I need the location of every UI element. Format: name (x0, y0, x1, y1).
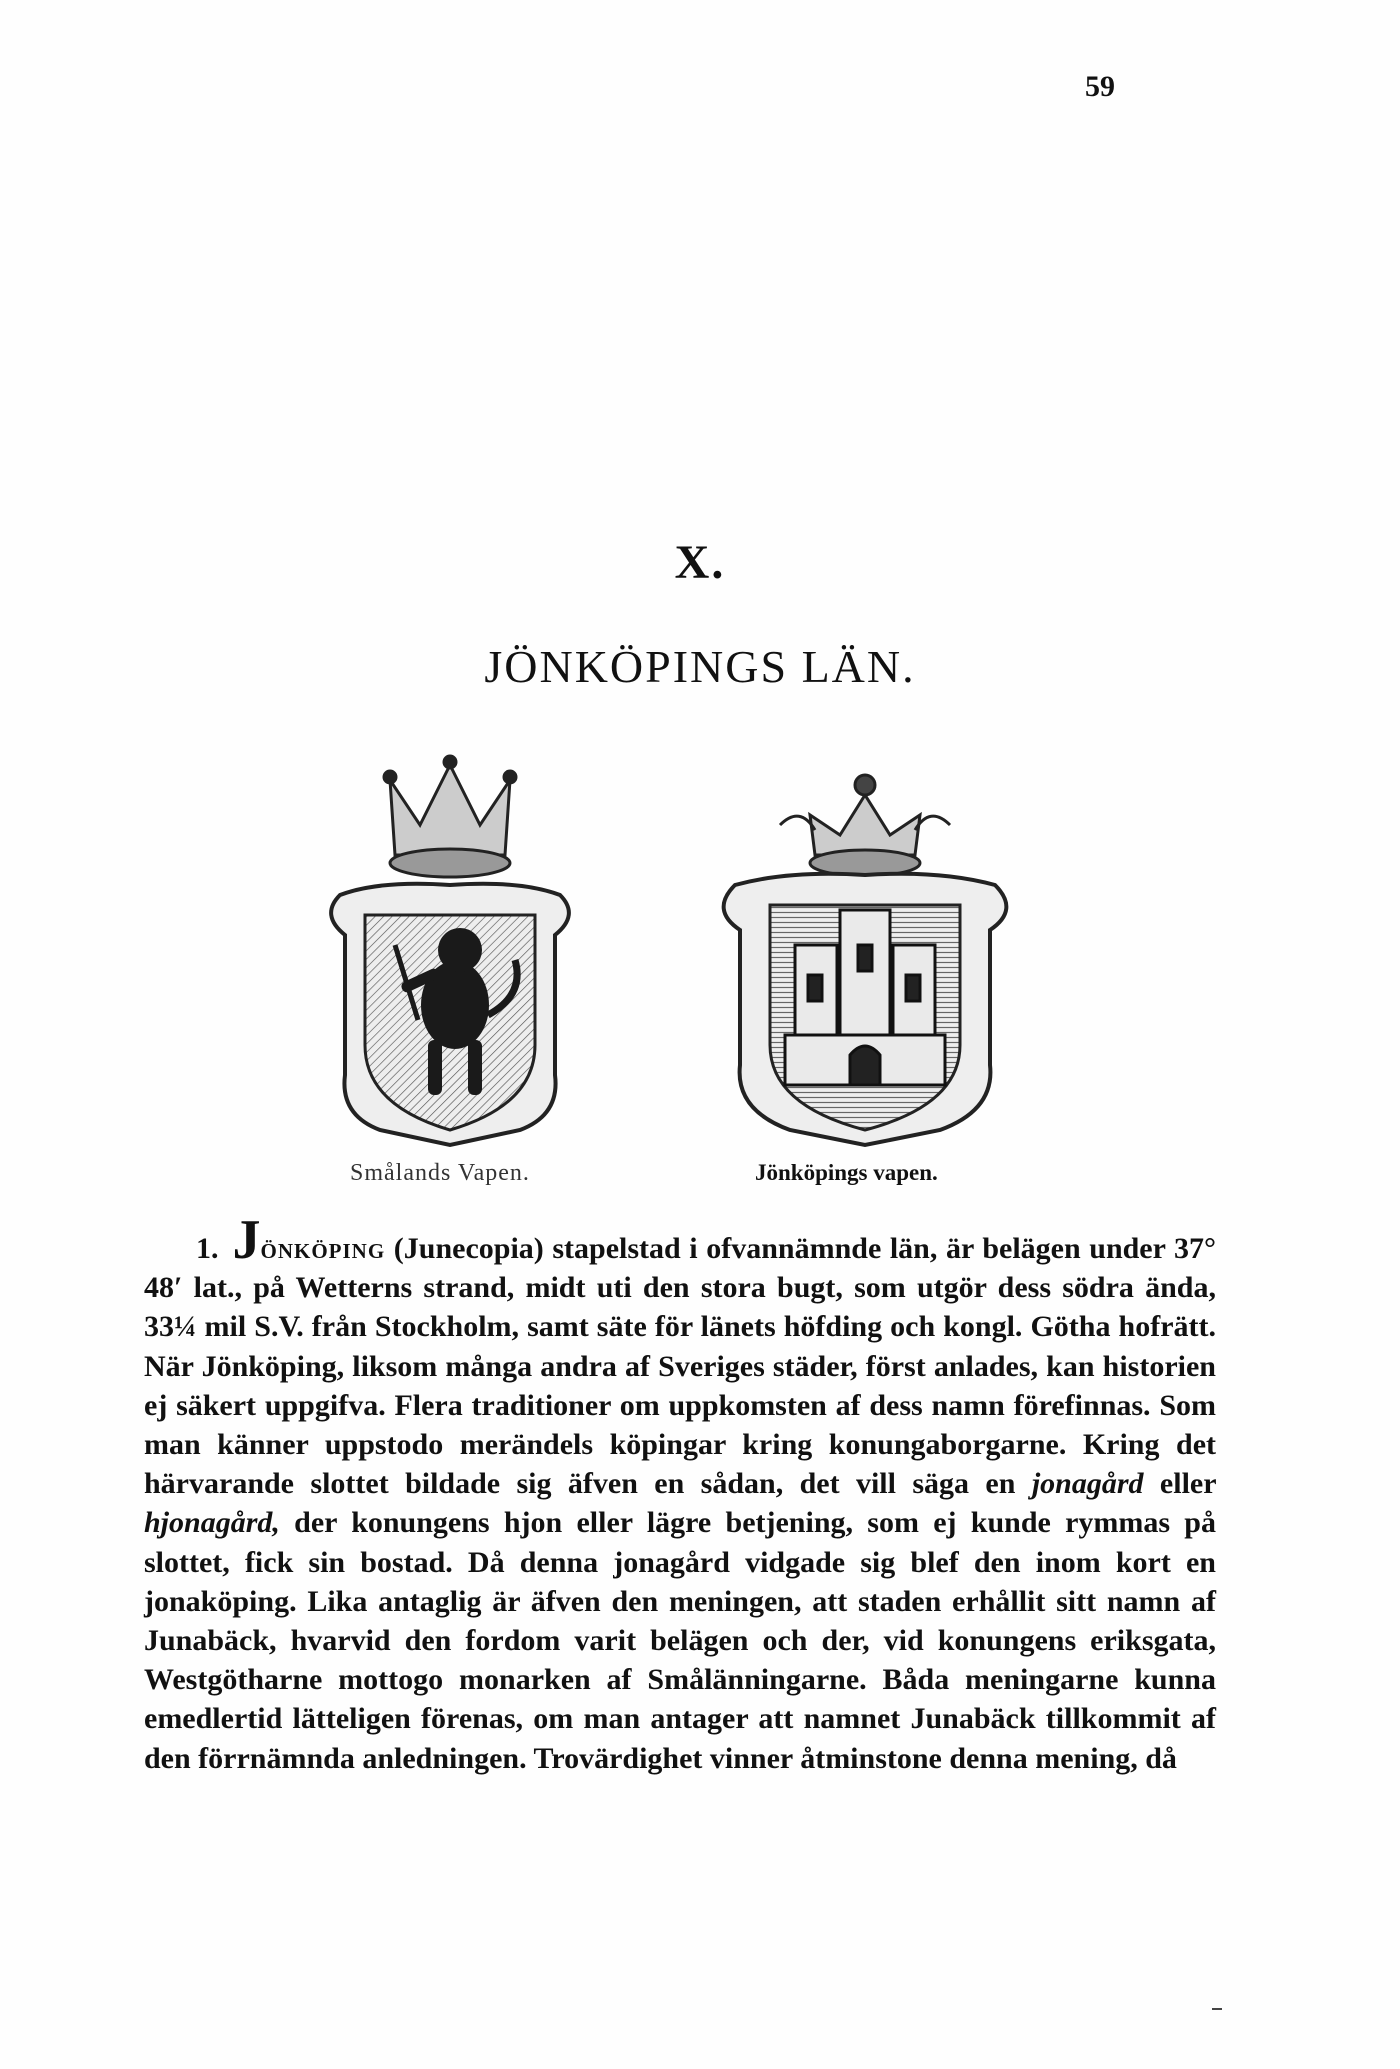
italic-term-jonagard: jonagård (1031, 1467, 1144, 1501)
section-number: 1. (196, 1232, 219, 1265)
paragraph-text-2: eller (1159, 1467, 1216, 1501)
body-text (144, 1209, 1216, 1778)
smaland-coat-of-arms (300, 745, 600, 1150)
castle-shield-illustration (700, 745, 1030, 1150)
section-heading: önköping (260, 1232, 386, 1265)
chapter-title: JÖNKÖPINGS LÄN. (484, 641, 916, 692)
drop-cap: J (232, 1209, 261, 1271)
jonkoping-coat-of-arms (700, 745, 1030, 1150)
printer-mark (1212, 2008, 1222, 2010)
paragraph (144, 1209, 1216, 1778)
paragraph-text-3: der konungens hjon eller lägre betjening, som ej kunde rymmas på slottet, fick sin bostad. Då denna jonagård vidgade sig blef den inom kort en jonaköping. Lika antaglig är äfven den meningen, att staden erhållit sitt namn af Junabäck, hvarvid den fordom varit belägen och der, vid konungens eriksgata, Westgötharne mottogo monarken af Smålänningarne. Båda meningarne kunna emedlertid lätteligen förenas, om man antager att namnet Junabäck tillkommit af den förrnämnda anledningen. Trovärdighet vinner åtminstone denna mening, då (144, 1506, 1216, 1775)
chapter-numeral: X. (674, 536, 726, 589)
crown-icon (384, 756, 516, 877)
paragraph-text-1: (Junecopia) stapelstad i ofvannämnde län, är belägen under 37° 48′ lat., på Wetterns strand, midt uti den stora bugt, som utgör dess södra ända, 33¼ mil S.V. från Stockholm, samt säte för länets höfding och kongl. Götha hofrätt. När Jönköping, liksom många andra af Sveriges städer, först anlades, kan historien ej säkert uppgifva. Flera traditioner om uppkomsten af dess namn förefinnas. Som man känner uppstodo merändels köpingar kring konungaborgarne. Kring det härvarande slottet bildade sig äfven en sådan, det vill säga en (144, 1232, 1216, 1501)
lion-shield-illustration (300, 745, 600, 1150)
italic-term-hjonagard: hjonagård, (144, 1506, 280, 1540)
figure-caption-jonkoping: Jönköpings vapen. (755, 1160, 938, 1185)
crown-icon (780, 775, 950, 876)
figure-caption-smaland: Smålands Vapen. (350, 1160, 530, 1186)
page-number: 59 (1085, 70, 1115, 103)
